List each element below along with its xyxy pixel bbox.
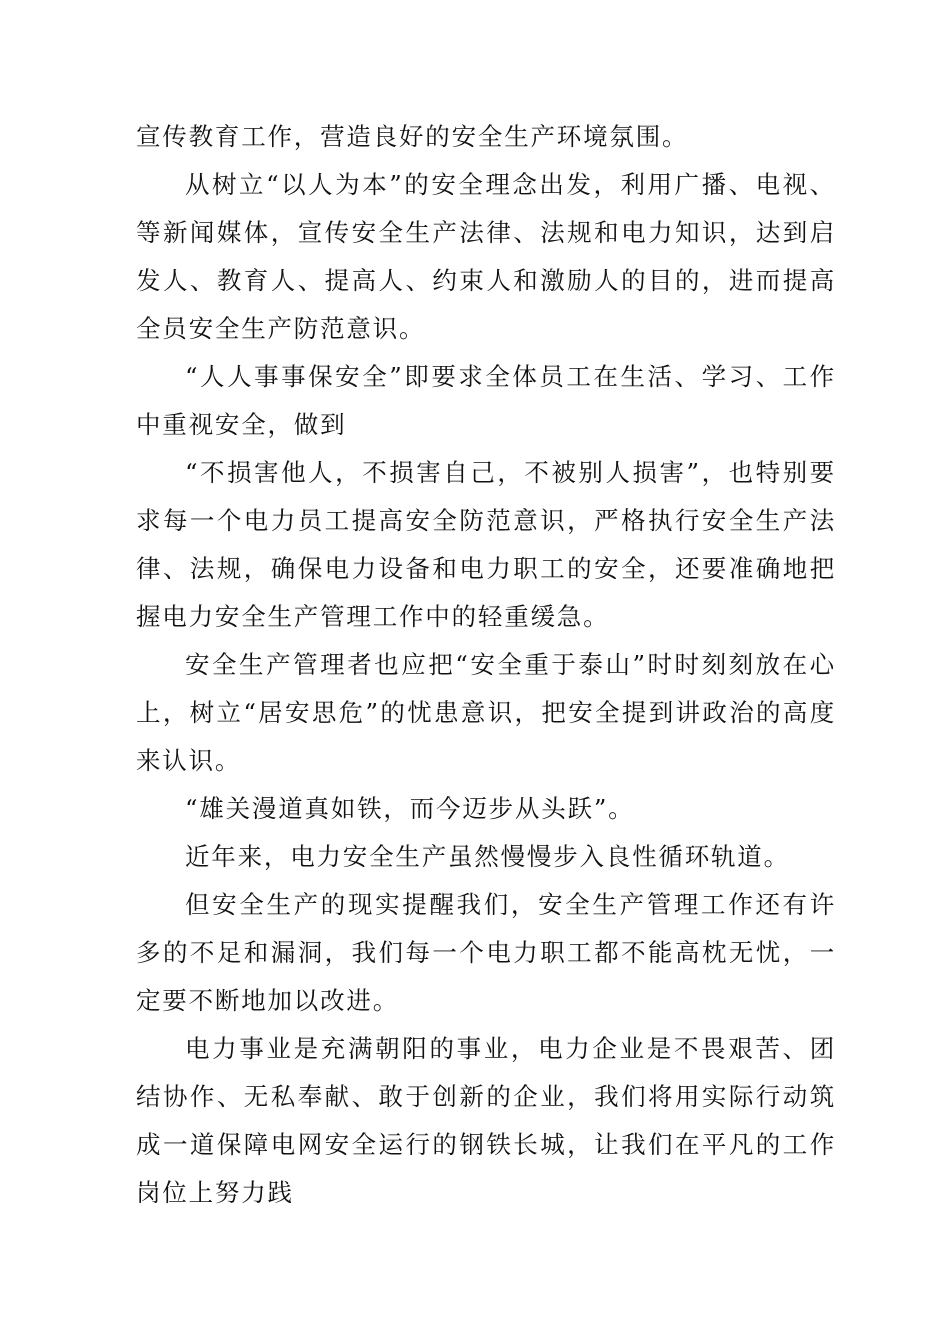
paragraph-7: 近年来，电力安全生产虽然慢慢步入良性循环轨道。 xyxy=(185,842,790,871)
paragraph-9: 电力事业是充满朝阳的事业，电力企业是不畏艰苦、团结协作、无私奉献、敢于创新的企业，我们将用实际行动筑成一道保障电网安全运行的钢铁长城，让我们在平凡的工作岗位上努力践 xyxy=(136,1034,836,1207)
paragraph-8: 但安全生产的现实提醒我们，安全生产管理工作还有许多的不足和漏洞，我们每一个电力职工都不能高枕无忧，一定要不断地加以改进。 xyxy=(136,890,836,1015)
paragraph-5: 安全生产管理者也应把“安全重于泰山”时时刻刻放在心上，树立“居安思危”的忧患意识，把安全提到讲政治的高度来认识。 xyxy=(136,650,836,775)
paragraph-3: “人人事事保安全”即要求全体员工在生活、学习、工作中重视安全，做到 xyxy=(136,362,836,439)
document-body xyxy=(136,113,836,1217)
paragraph-4: “不损害他人，不损害自己，不被别人损害”，也特别要求每一个电力员工提高安全防范意识，严格执行安全生产法律、法规，确保电力设备和电力职工的安全，还要准确地把握电力安全生产管理工作中的轻重缓急。 xyxy=(136,458,836,631)
paragraph-6: “雄关漫道真如铁，而今迈步从头跃”。 xyxy=(185,794,635,823)
paragraph-2: 从树立“以人为本”的安全理念出发，利用广播、电视、等新闻媒体，宣传安全生产法律、法规和电力知识，达到启发人、教育人、提高人、约束人和激励人的目的，进而提高全员安全生产防范意识。 xyxy=(136,170,836,343)
paragraph-1: 宣传教育工作，营造良好的安全生产环境氛围。 xyxy=(136,122,689,151)
